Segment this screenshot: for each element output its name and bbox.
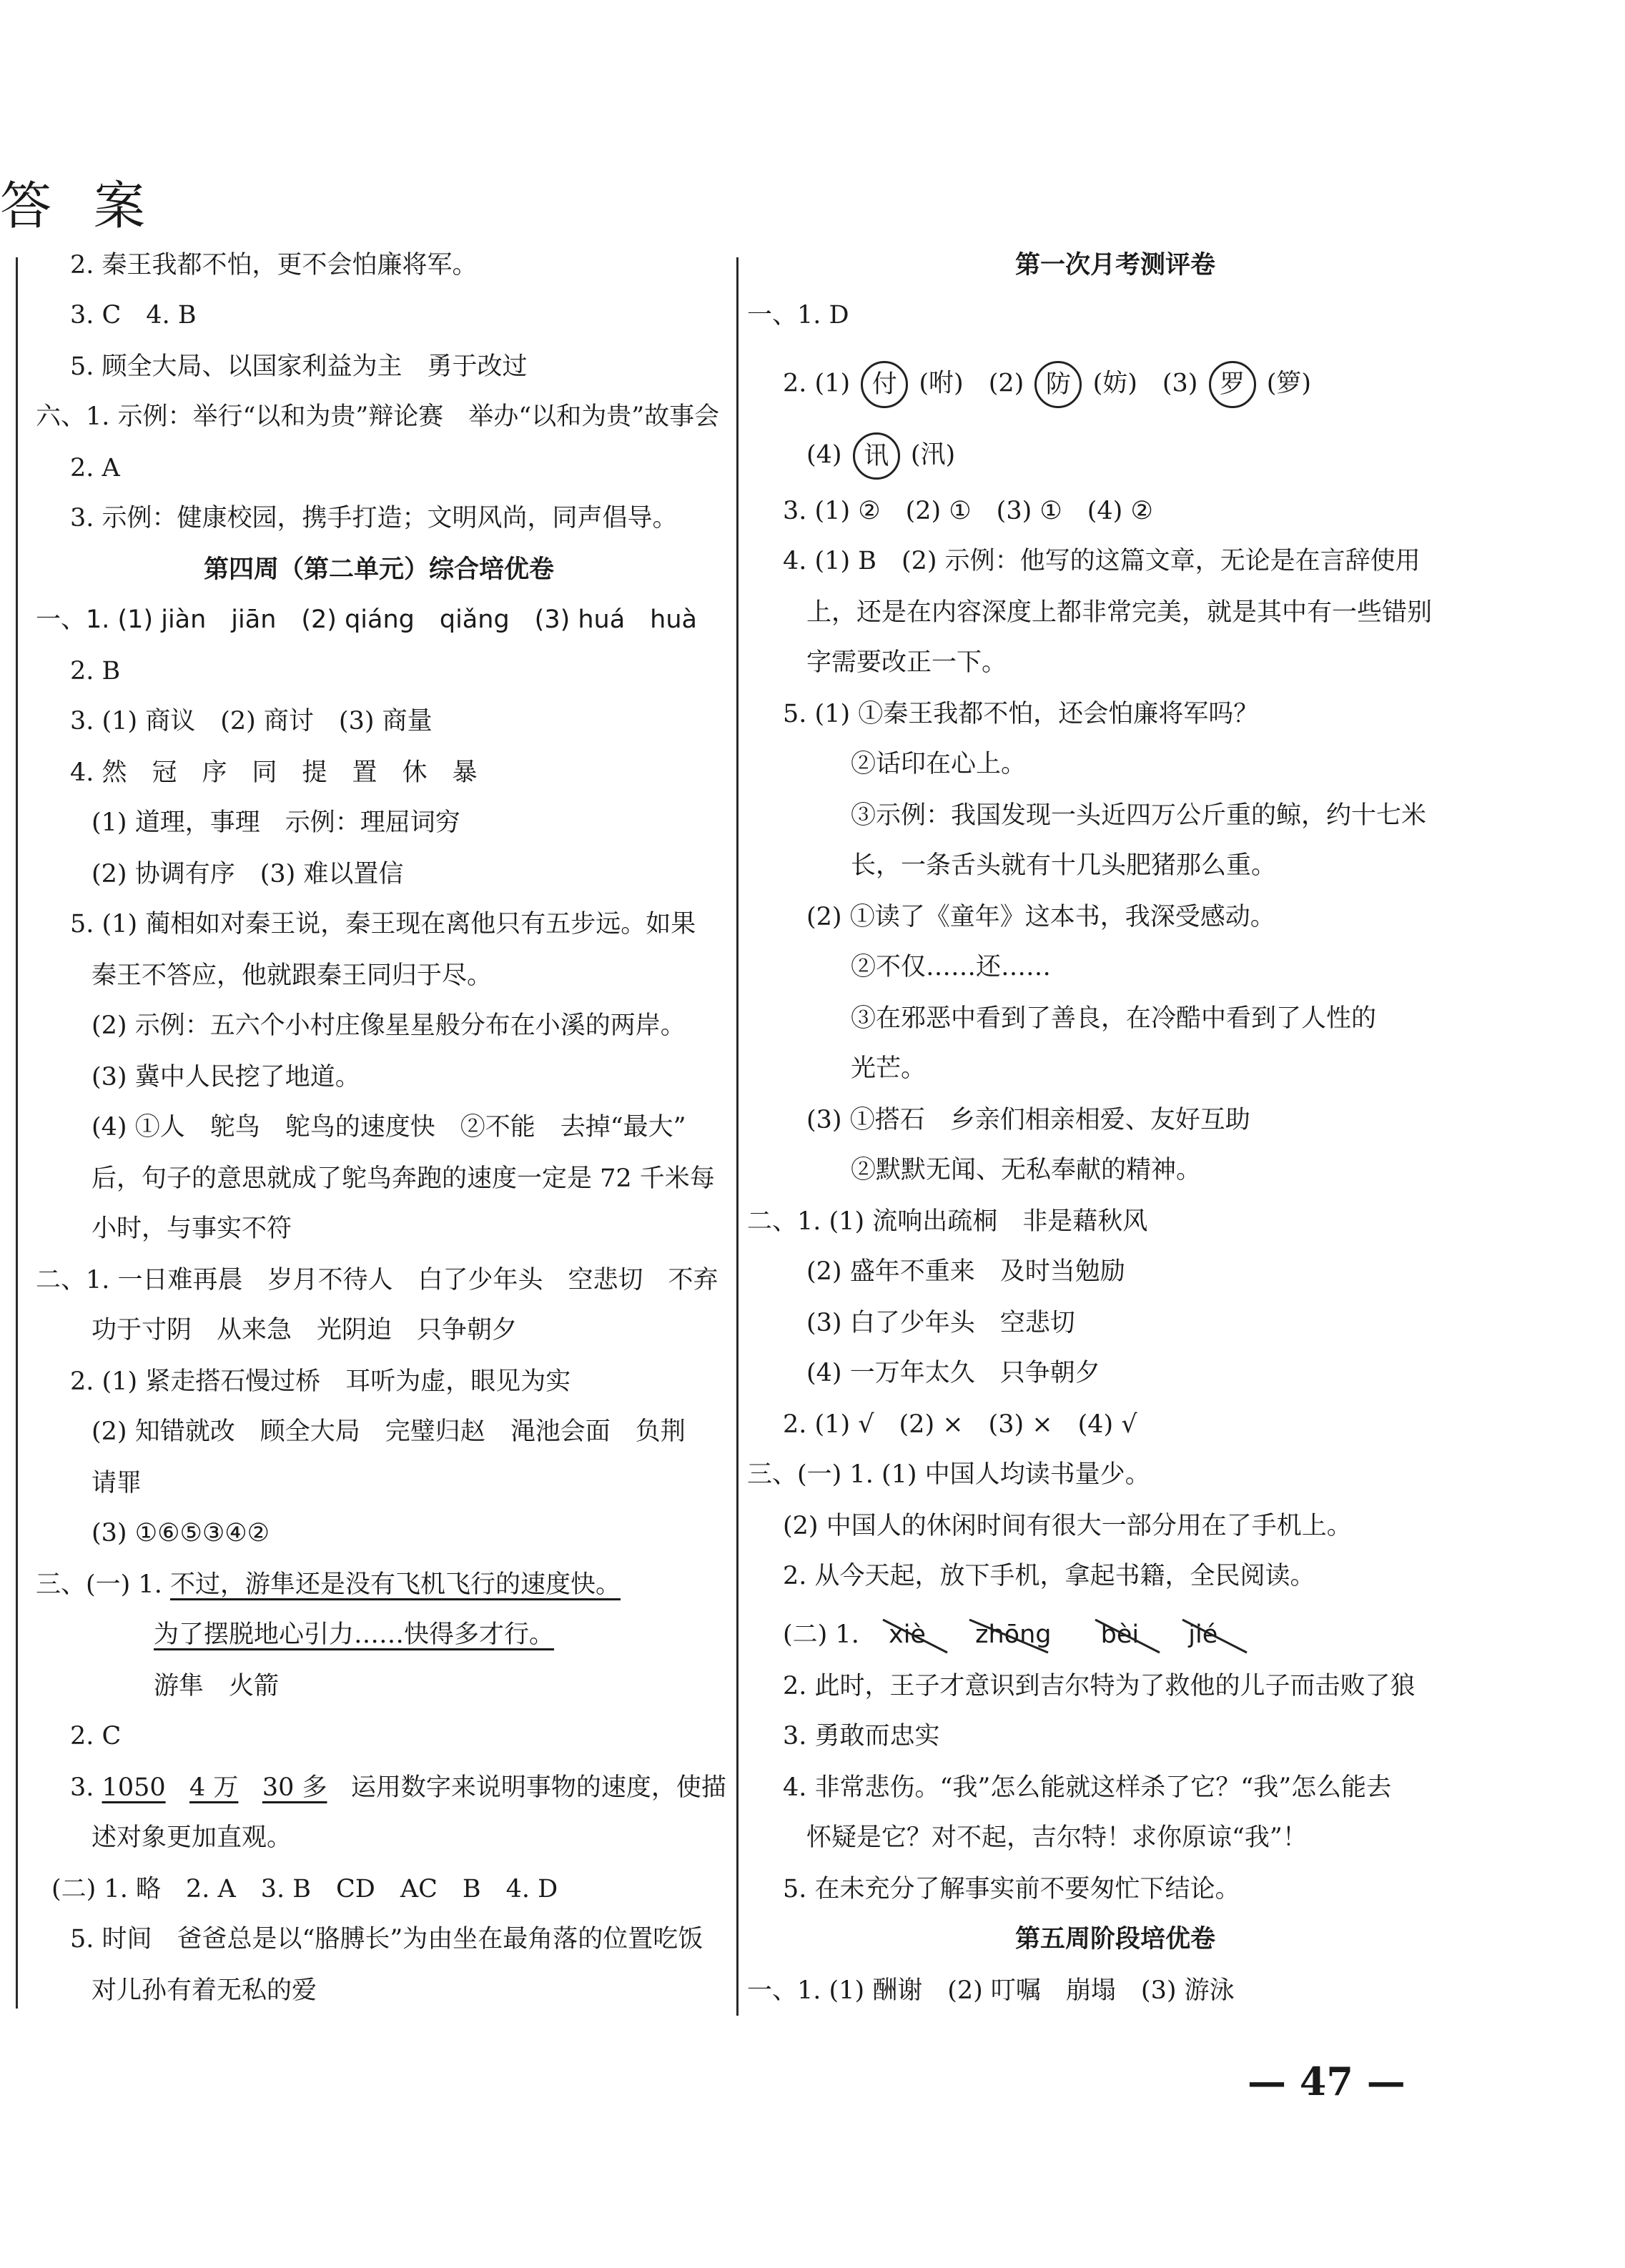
answer-line: 2. A	[70, 454, 120, 482]
pinyin-answer: zhōng	[975, 1617, 1051, 1653]
answer-line: ②默默无闻、无私奉献的精神。	[851, 1156, 1202, 1184]
answer-line: 4. 非常悲伤。“我”怎么能就这样杀了它？“我”怎么能去	[783, 1773, 1392, 1802]
answer-line: 5. 时间 爸爸总是以“胳膊长”为由坐在最角落的位置吃饭	[70, 1925, 703, 1953]
answer-line: ③在邪恶中看到了善良，在冷酷中看到了人性的	[851, 1004, 1377, 1033]
answer-line: 3. (1) ② (2) ① (3) ① (4) ②	[783, 497, 1153, 525]
answer-line: 3. 勇敢而忠实	[783, 1722, 940, 1750]
answer-line: 二、1. 一日难再晨 岁月不待人 白了少年头 空悲切 不弃	[36, 1266, 718, 1294]
answer-line	[36, 1567, 621, 1603]
circled-character: 罗	[1209, 361, 1256, 408]
answer-line: 一、1. (1) 酬谢 (2) 叮嘱 崩塌 (3) 游泳	[747, 1976, 1235, 2005]
answer-line: 游隼 火箭	[154, 1672, 280, 1700]
answer-line: (3) 白了少年头 空悲切	[806, 1309, 1075, 1337]
pinyin-answer: bèi	[1101, 1617, 1139, 1653]
answer-line: 后，句子的意思就成了鸵鸟奔跑的速度一定是 72 千米每	[92, 1164, 715, 1193]
answer-label: 三、(一) 1.	[36, 1570, 162, 1599]
pinyin-line: (二) 1. xiè zhōng bèi jié	[783, 1617, 1259, 1653]
answer-line: 5. 顾全大局、以国家利益为主 勇于改过	[70, 352, 528, 381]
answer-line: 光芒。	[851, 1054, 927, 1083]
section-title: 第四周（第二单元）综合培优卷	[204, 555, 555, 584]
answer-line: (2) 知错就改 顾全大局 完璧归赵 渑池会面 负荆	[92, 1417, 686, 1446]
answer-line: (3) 冀中人民挖了地道。	[92, 1063, 360, 1091]
answer-line: 2. B	[70, 657, 121, 685]
answer-line: 3. (1) 商议 (2) 商讨 (3) 商量	[70, 707, 433, 736]
answer-line: 4. 然 冠 序 同 提 置 休 暴	[70, 758, 478, 787]
answer-line: ②话印在心上。	[851, 750, 1027, 778]
answer-line: 3. 示例：健康校园，携手打造；文明风尚，同声倡导。	[70, 504, 678, 533]
answer-line: 2. 秦王我都不怕，更不会怕廉将军。	[70, 251, 478, 279]
answer-line: 述对象更加直观。	[92, 1823, 292, 1852]
answer-line: 上，还是在内容深度上都非常完美，就是其中有一些错别	[806, 598, 1433, 627]
answer-line: 字需要改正一下。	[806, 648, 1007, 677]
answer-label: 3.	[70, 1773, 94, 1802]
answer-line: 5. (1) 蔺相如对秦王说，秦王现在离他只有五步远。如果	[70, 910, 696, 939]
answer-line: 2. C	[70, 1722, 122, 1750]
column-divider	[736, 257, 739, 2016]
answer-line: (4) 一万年太久 只争朝夕	[806, 1359, 1100, 1387]
circled-character: 付	[861, 361, 908, 408]
section-title: 第五周阶段培优卷	[1015, 1924, 1216, 1953]
answer-line: (2) 中国人的休闲时间有很大一部分用在了手机上。	[783, 1512, 1352, 1540]
answer-line: (3) ①⑥⑤③④②	[92, 1519, 270, 1548]
answer-line: 二、1. (1) 流响出疏桐 非是藉秋风	[747, 1207, 1148, 1236]
answer-line: 六、1. 示例：举行“以和为贵”辩论赛 举办“以和为贵”故事会	[36, 402, 720, 431]
answer-line: 4. (1) B (2) 示例：他写的这篇文章，无论是在言辞使用	[783, 547, 1421, 575]
answer-line: (二) 1. 略 2. A 3. B CD AC B 4. D	[51, 1875, 558, 1903]
pinyin-answer: xiè	[889, 1617, 926, 1653]
answer-line: ③示例：我国发现一头近四万公斤重的鲸，约十七米	[851, 801, 1427, 830]
answer-line: (1) 道理，事理 示例：理屈词穷	[92, 808, 460, 837]
answer-line: (4) ①人 鸵鸟 鸵鸟的速度快 ②不能 去掉“最大”	[92, 1113, 686, 1142]
answer-line: 2. 从今天起，放下手机，拿起书籍，全民阅读。	[783, 1562, 1315, 1590]
answer-line: ②不仅……还……	[851, 953, 1052, 981]
answer-line: (2) 协调有序 (3) 难以置信	[92, 860, 404, 888]
answer-line: (4) 讯 (汛)	[806, 432, 955, 480]
answer-line: 3. C 4. B	[70, 301, 197, 330]
answer-line: (2) 盛年不重来 及时当勉励	[806, 1257, 1125, 1286]
circled-character: 讯	[853, 432, 900, 480]
answer-line: 怀疑是它？对不起，吉尔特！求你原谅“我”！	[806, 1823, 1308, 1852]
crossed-stroke	[883, 1618, 947, 1654]
answer-line: (3) ①搭石 乡亲们相亲相爱、友好互助	[806, 1106, 1250, 1134]
answer-line: 三、(一) 1. (1) 中国人均读书量少。	[747, 1460, 1150, 1489]
answer-line: 秦王不答应，他就跟秦王同归于尽。	[92, 961, 493, 990]
answer-line: 一、1. D	[747, 301, 849, 330]
answer-text: 运用数字来说明事物的速度，使描	[350, 1773, 726, 1802]
crossed-stroke	[1095, 1618, 1160, 1654]
answer-line: (2) 示例：五六个小村庄像星星般分布在小溪的两岸。	[92, 1011, 686, 1040]
answers-header-title: 答 案	[0, 176, 158, 236]
answer-line: 5. (1) ①秦王我都不怕，还会怕廉将军吗？	[783, 700, 1259, 728]
section-title: 第一次月考测评卷	[1015, 250, 1216, 279]
answer-line: 2. (1) 付 (咐) (2) 防 (妨) (3) 罗 (箩)	[783, 361, 1311, 408]
underlined-number: 4 万	[189, 1773, 239, 1802]
page-number: — 47 —	[1248, 2059, 1406, 2104]
underlined-answer: 不过，游隼还是没有飞机飞行的速度快。	[169, 1570, 621, 1599]
answer-line: (2) ①读了《童年》这本书，我深受感动。	[806, 903, 1275, 931]
answer-line: 一、1. (1) jiàn jiān (2) qiáng qiǎng (3) huá huà	[36, 605, 697, 634]
crossed-stroke	[969, 1618, 1048, 1654]
answer-line: 2. (1) 紧走搭石慢过桥 耳听为虚，眼见为实	[70, 1367, 571, 1396]
underlined-answer: 为了摆脱地心引力……快得多才行。	[154, 1620, 555, 1649]
answer-line: 对儿孙有着无私的爱	[92, 1976, 317, 2005]
answer-line: 功于寸阴 从来急 光阴迫 只争朝夕	[92, 1316, 518, 1345]
underlined-number: 1050	[102, 1773, 166, 1802]
circled-character: 防	[1034, 361, 1082, 408]
pinyin-answer: jié	[1188, 1617, 1217, 1653]
crossed-stroke	[1182, 1618, 1247, 1654]
answer-line: 2. (1) √ (2) × (3) × (4) √	[783, 1410, 1137, 1439]
answer-line: 小时，与事实不符	[92, 1214, 292, 1243]
answer-line	[70, 1770, 726, 1806]
left-margin-line	[16, 257, 18, 2009]
answer-line: 2. 此时，王子才意识到吉尔特为了救他的儿子而击败了狼	[783, 1672, 1416, 1700]
answer-line: 请罪	[92, 1469, 142, 1497]
answer-line: 长，一条舌头就有十几头肥猪那么重。	[851, 851, 1277, 880]
underlined-number: 30 多	[262, 1773, 327, 1802]
answer-line: 5. 在未充分了解事实前不要匆忙下结论。	[783, 1875, 1240, 1903]
